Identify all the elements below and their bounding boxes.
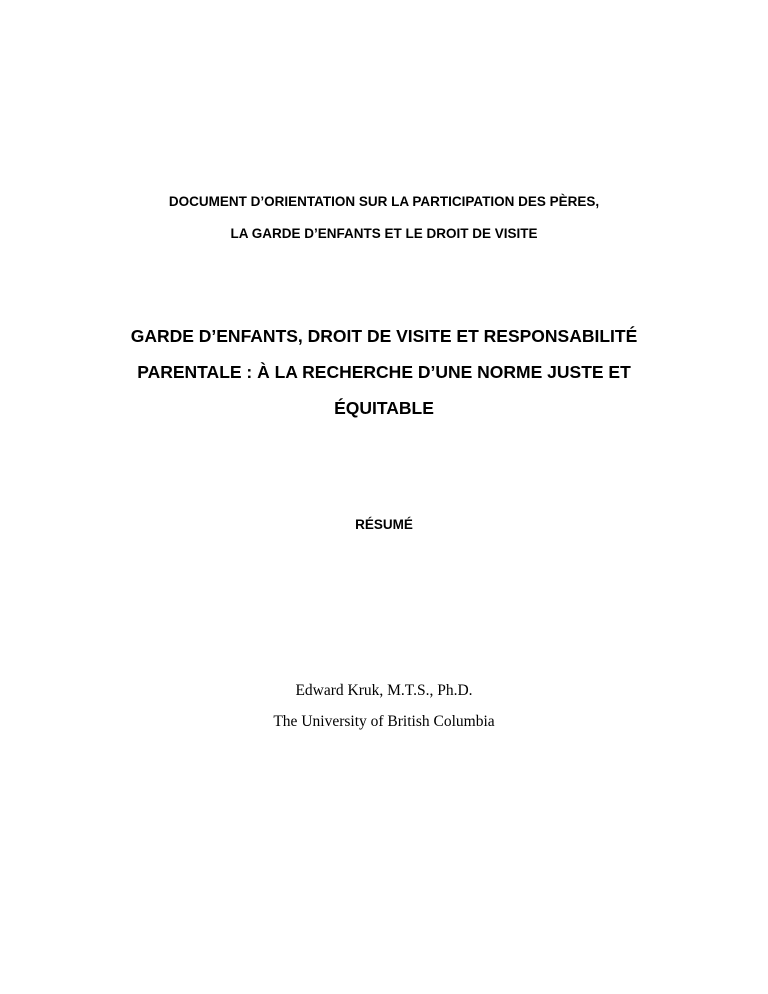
document-title — [0, 318, 768, 426]
author-affiliation: The University of British Columbia — [273, 713, 495, 730]
summary-heading: RÉSUMÉ — [355, 517, 413, 532]
series-title-line-2: LA GARDE D’ENFANTS ET LE DROIT DE VISITE — [230, 226, 538, 241]
document-title-line-1: GARDE D’ENFANTS, DROIT DE VISITE ET RESPONSABILITÉ — [130, 326, 638, 346]
author-block — [0, 675, 768, 737]
author-name: Edward Kruk, M.T.S., Ph.D. — [295, 682, 473, 699]
series-title-line-1: DOCUMENT D’ORIENTATION SUR LA PARTICIPATION DES PÈRES, — [168, 194, 600, 209]
document-title-line-3: ÉQUITABLE — [334, 398, 434, 418]
document-title-line-2: PARENTALE : À LA RECHERCHE D’UNE NORME JUSTE ET — [137, 362, 631, 382]
series-title — [0, 186, 768, 250]
